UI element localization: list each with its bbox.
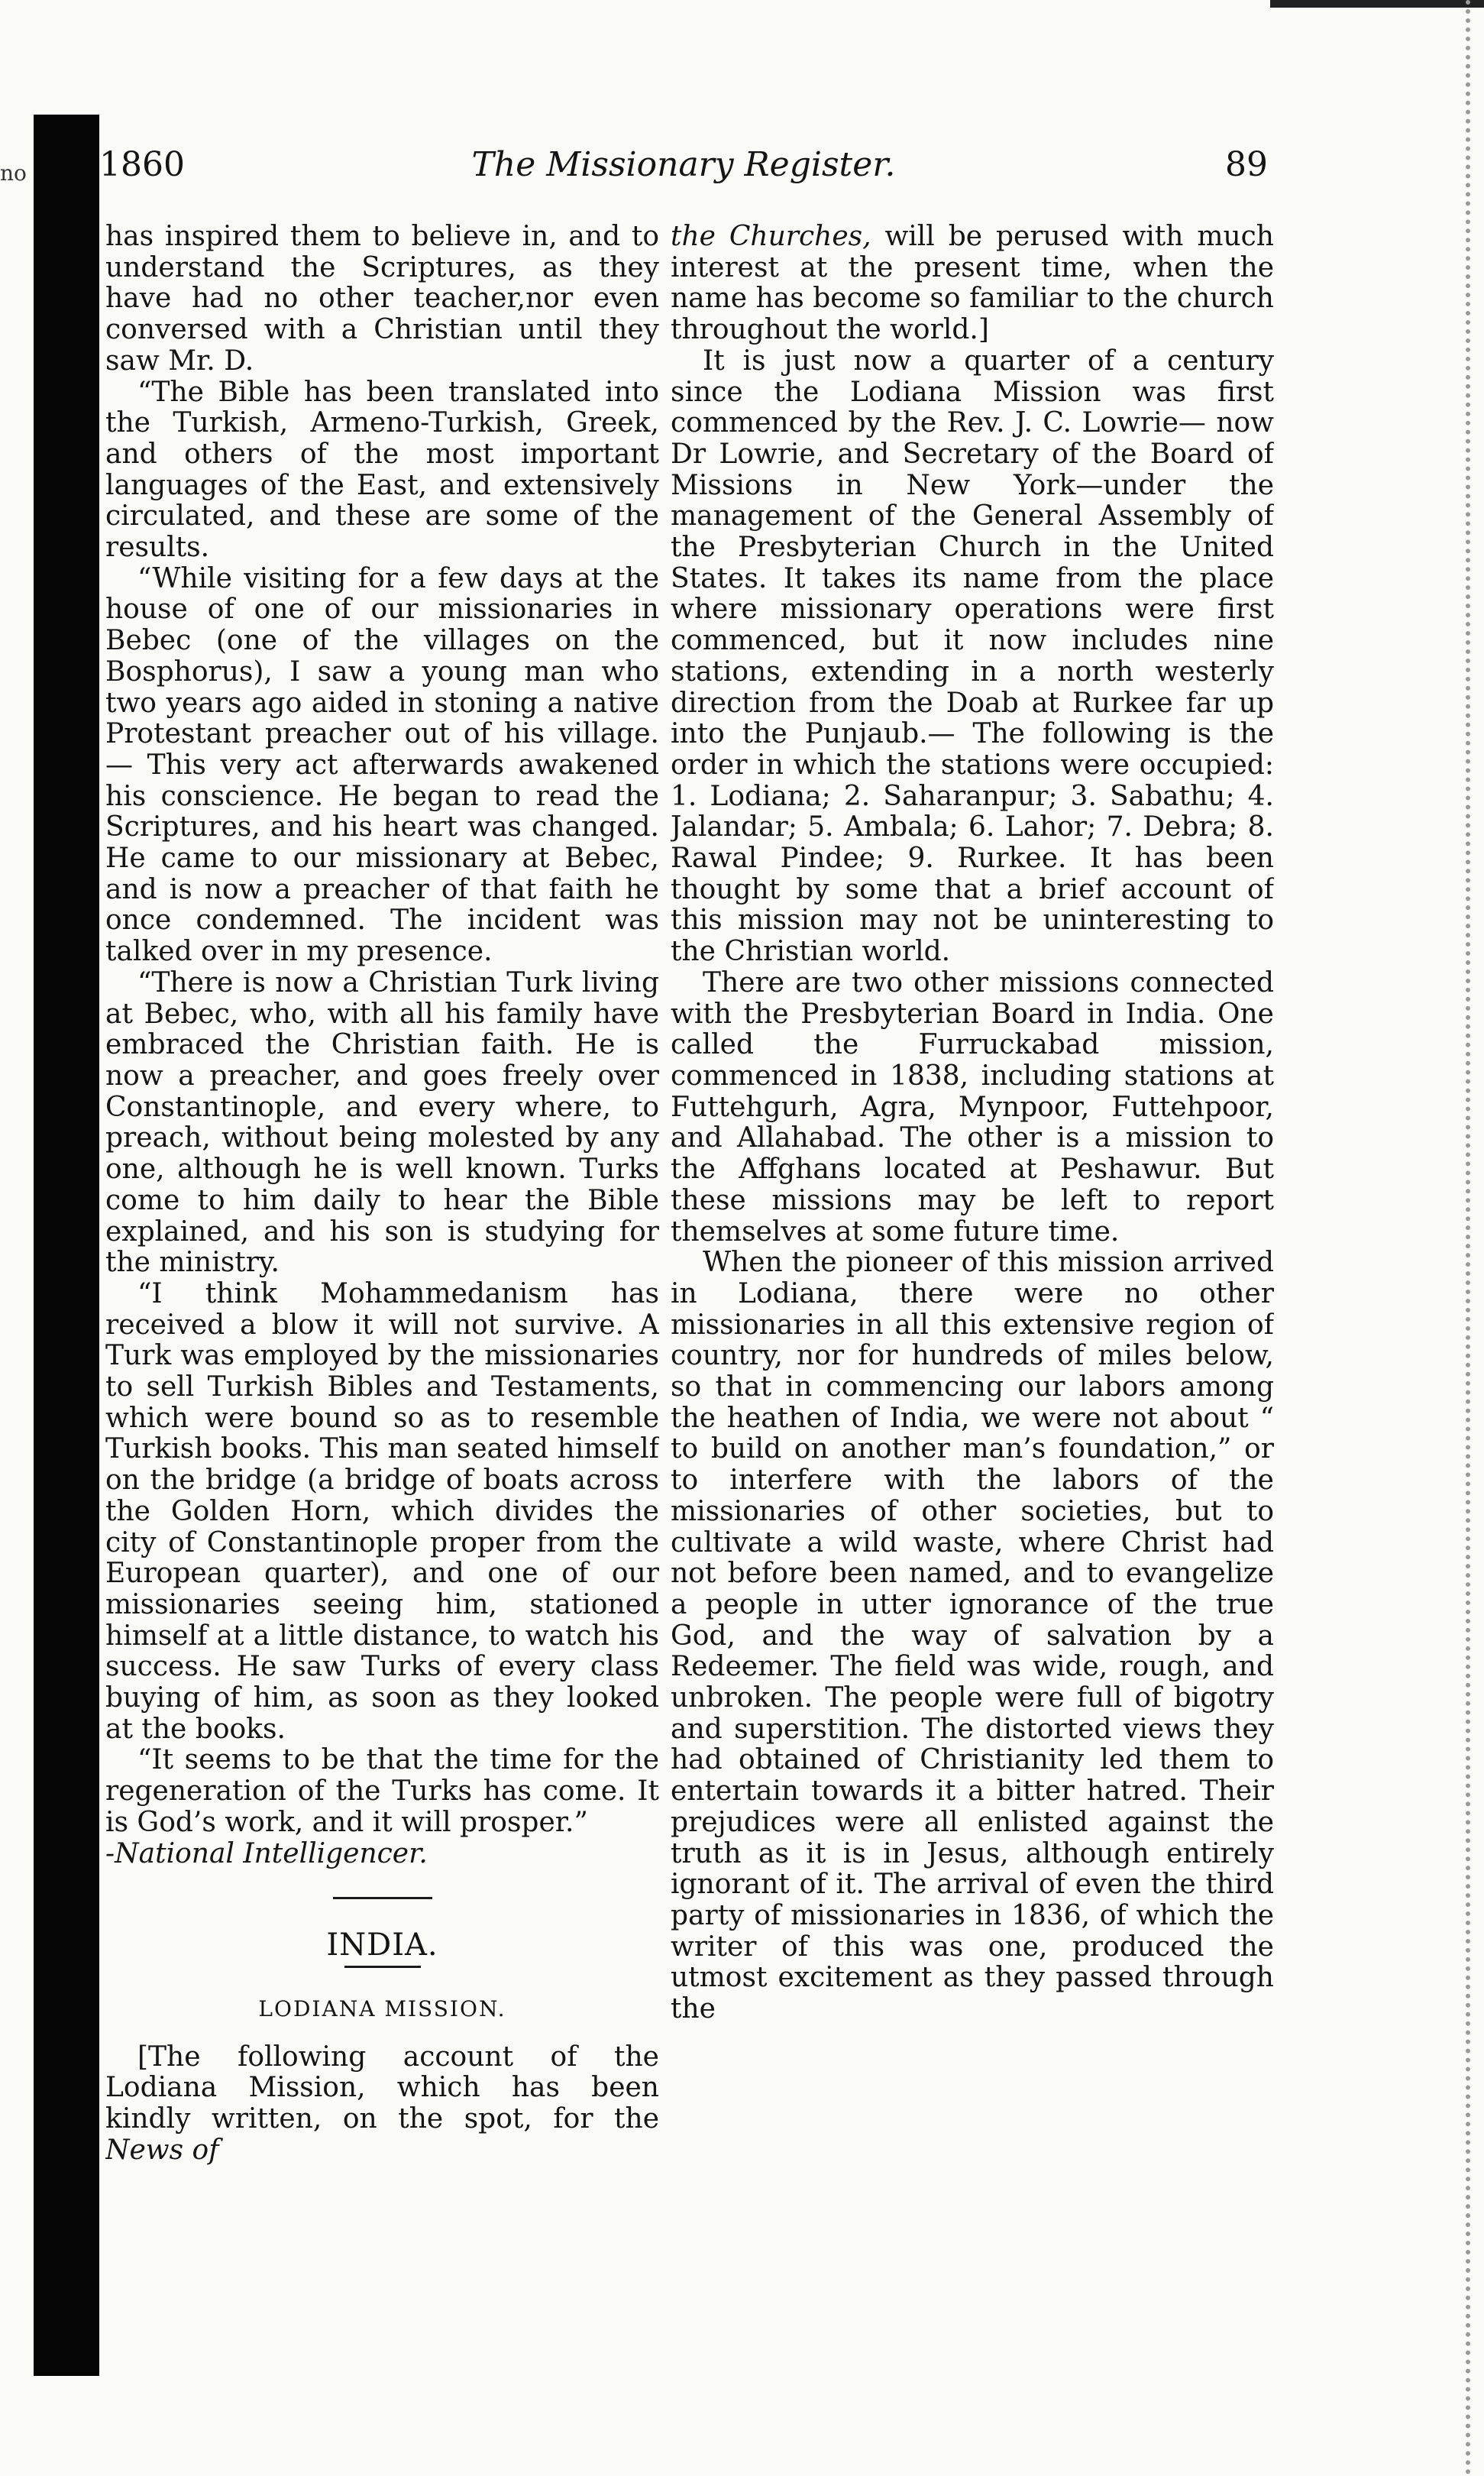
section-divider xyxy=(333,1897,432,1899)
paragraph: “The Bible has been translated into the Turkish, Armeno-Turkish, Greek, and others of the most important languages of the East, and extensively circulated, and these are some of the results. xyxy=(105,376,659,564)
paragraph: “I think Mohammedanism has received a blow it will not survive. A Turk was employed by the missionaries to sell Turkish Bibles and Testaments, which were bound so as to resemble Turkish books. This man seated himself on the bridge (a bridge of boats across the Golden Horn, which divides the city of Constantinople proper from the European quarter), and one of our missionaries seeing him, stationed himself at a little distance, to watch his success. He saw Turks of every class buying of him, as soon as they looked at the books. xyxy=(105,1277,659,1745)
intro-text: [The following account of the Lodiana Mission, which has been kindly written, on the spot, for the xyxy=(105,2041,659,2135)
intro-paragraph xyxy=(105,2042,659,2167)
continuation-text: will be perused with much interest at the present time, when the name has become so familiar to the church throughout the world.] xyxy=(671,222,1274,346)
paragraph: “It seems to be that the time for the regeneration of the Turks has come. It is God’s work, and it will prosper.” xyxy=(105,1744,659,1838)
running-head xyxy=(99,145,1268,191)
paragraph: It is just now a quarter of a century since the Lodiana Mission was first commenced by the Rev. J. C. Lowrie— now Dr Lowrie, and Secretary of the Board of Missions in New York—under the management of the General Assembly of the Presbyterian Church in the United States. It takes its name from the place where missionary operations were first commenced, but it now includes nine stations, extending in a north westerly direction from the Doab at Rurkee far up into the Punjaub.— The following is the order in which the stations were occupied: 1. Lodiana; 2. Saharanpur; 3. Sabathu; 4. Jalandar; 5. Ambala; 6. Lahor; 7. Debra; 8. Rawal Pindee; 9. Rurkee. It has been thought by some that a brief account of this mission may not be uninteresting to the Christian world. xyxy=(671,345,1274,968)
header-year: 1860 xyxy=(99,145,185,184)
left-column xyxy=(105,222,659,2345)
paragraph xyxy=(671,222,1274,346)
paragraph: There are two other missions connected with the Presbyterian Board in India. One called the Furruckabad mission, commenced in 1838, including stations at Futtehgurh, Agra, Mynpoor, Futtehpoor, and Allahabad. The other is a mission to the Affghans located at Peshawur. But these missions may be left to report themselves at some future time. xyxy=(671,966,1274,1248)
previous-page-fragment: no xyxy=(0,160,27,186)
subsection-title: LODIANA MISSION. xyxy=(258,1995,506,2021)
right-column xyxy=(671,222,1274,2345)
scan-gutter-shadow xyxy=(34,115,99,2376)
paragraph: When the pioneer of this mission arrived in Lodiana, there were no other missionaries in all this extensive region of country, nor for hundreds of miles below, so that in commencing our labors among the heathen of India, we were not about “ to build on another man’s foundation,” or to interfere with the labors of the missionaries of other societies, but to cultivate a wild waste, where Christ had not before been named, and to evangelize a people in utter ignorance of the true God, and the way of salvation by a Redeemer. The field was wide, rough, and unbroken. The people were full of bigotry and superstition. The distorted views they had obtained of Christianity led them to entertain towards it a bitter hatred. Their prejudices were all enlisted against the truth as it is in Jesus, although entirely ignorant of it. The arrival of even the third party of missionaries in 1836, of which the writer of this was one, produced the utmost excitement as they passed through the xyxy=(671,1247,1274,2025)
source-signature: -National Intelligencer. xyxy=(105,1837,428,1869)
page-number: 89 xyxy=(1225,145,1268,184)
churches-title: the Churches, xyxy=(671,222,871,252)
paragraph: “There is now a Christian Turk living at Bebec, who, with all his family have embraced the Christian faith. He is now a preacher, and goes freely over Constantinople, and every where, to preach, without being molested by any one, although he is well known. Turks come to him daily to hear the Bible explained, and his son is studying for the ministry. xyxy=(105,966,659,1279)
section-title: INDIA. xyxy=(326,1927,438,1963)
scan-right-edge xyxy=(1440,0,1470,2476)
title-underline xyxy=(344,1966,421,1968)
paragraph: has inspired them to believe in, and to understand the Scriptures, as they have had no other teacher,nor even conversed with a Christian until they saw Mr. D. xyxy=(105,222,659,377)
news-title: News of xyxy=(105,2134,219,2166)
journal-title: The Missionary Register. xyxy=(471,145,896,184)
paragraph: “While visiting for a few days at the house of one of our missionaries in Bebec (one of the villages on the Bosphorus), I saw a young man who two years ago aided in stoning a native Protestant preacher out of his village.— This very act afterwards awakened his conscience. He began to read the Scriptures, and his heart was changed. He came to our missionary at Bebec, and is now a preacher of that faith he once condemned. The incident was talked over in my presence. xyxy=(105,562,659,968)
